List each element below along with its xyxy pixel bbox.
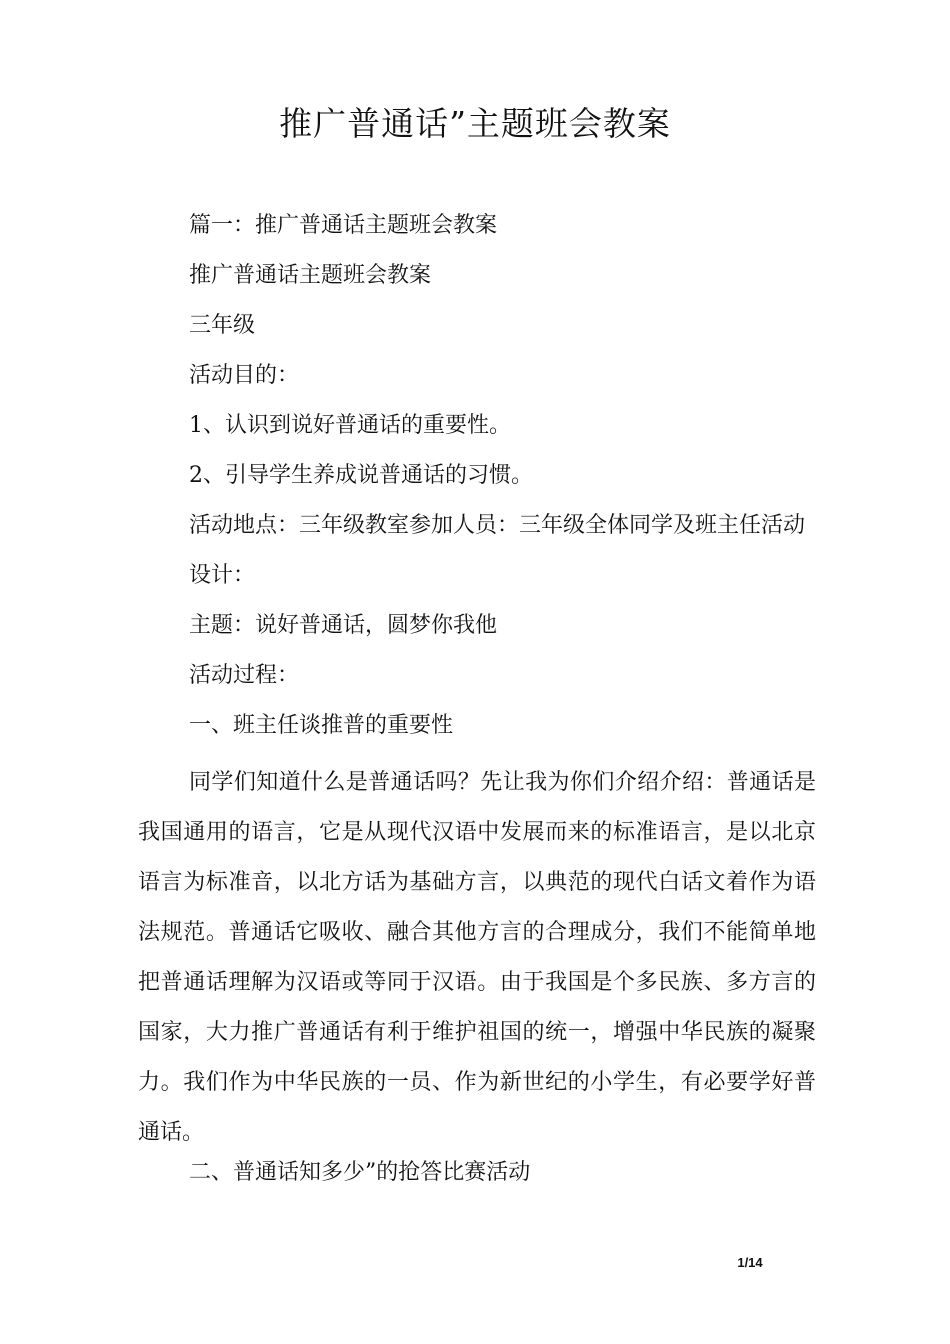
article-heading: 篇一：推广普通话主题班会教案 [189, 213, 498, 238]
section-two-heading: 二、普通话知多少”的抢答比赛活动 [189, 1160, 531, 1185]
paragraph-line: 通话。 [138, 1120, 205, 1145]
theme-line: 主题：说好普通话，圆梦你我他 [189, 613, 498, 638]
goal-item-2: 2、引导学生养成说普通话的习惯。 [189, 463, 533, 488]
goal-item-1: 1、认识到说好普通话的重要性。 [189, 413, 511, 438]
location-line: 活动地点：三年级教室参加人员：三年级全体同学及班主任活动 [189, 513, 806, 538]
paragraph-line: 力。我们作为中华民族的一员、作为新世纪的小学生，有必要学好普 [138, 1070, 816, 1095]
page-number: 1/14 [737, 1255, 763, 1270]
paragraph-line: 我国通用的语言，它是从现代汉语中发展而来的标准语言，是以北京 [138, 820, 816, 845]
design-line: 设计： [189, 563, 256, 588]
paragraph-line: 法规范。普通话它吸收、融合其他方言的合理成分，我们不能简单地 [138, 920, 816, 945]
process-heading: 活动过程： [189, 663, 300, 688]
section-one-heading: 一、班主任谈推普的重要性 [189, 713, 454, 738]
paragraph-line: 语言为标准音，以北方话为基础方言，以典范的现代白话文着作为语 [138, 870, 816, 895]
paragraph-line: 同学们知道什么是普通话吗？先让我为你们介绍介绍：普通话是 [189, 770, 816, 795]
goal-heading: 活动目的： [189, 363, 300, 388]
document-title: 推广普通话”主题班会教案 [279, 104, 671, 143]
plan-title: 推广普通话主题班会教案 [189, 263, 432, 288]
paragraph-line: 国家，大力推广普通话有利于维护祖国的统一，增强中华民族的凝聚 [138, 1020, 816, 1045]
paragraph-line: 把普通话理解为汉语或等同于汉语。由于我国是个多民族、多方言的 [138, 970, 816, 995]
section-one-paragraph [138, 758, 816, 1158]
grade-line: 三年级 [189, 313, 256, 338]
